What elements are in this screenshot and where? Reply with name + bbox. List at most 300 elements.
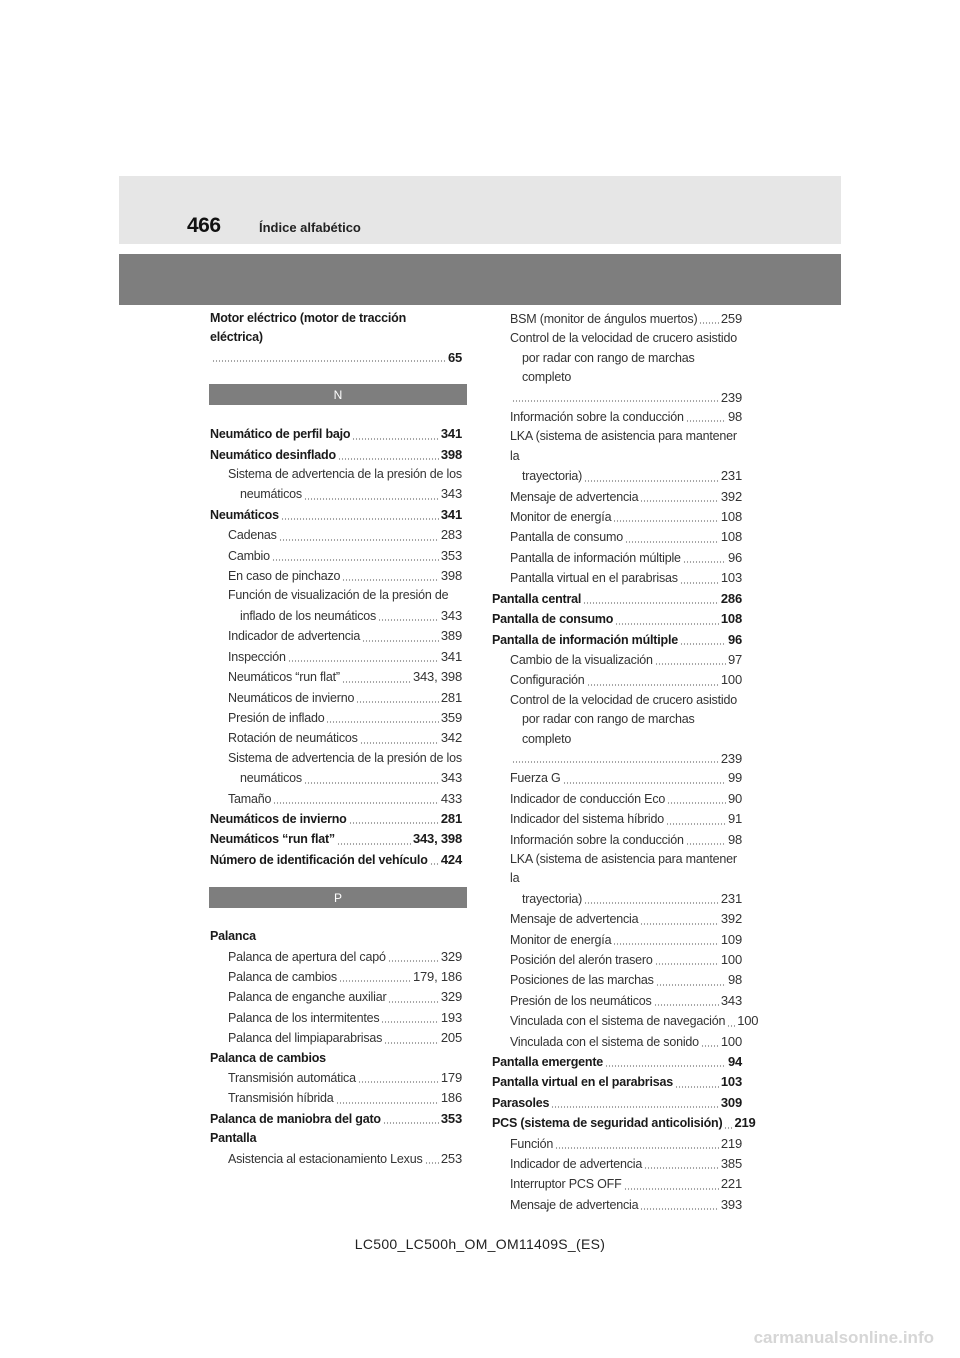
- leader-dots: [512, 761, 719, 763]
- leader-dots: [425, 1162, 439, 1164]
- index-entry: [492, 589, 742, 609]
- entry-text: Mensaje de advertencia: [510, 912, 639, 927]
- page-ref: 433: [440, 790, 462, 806]
- entry-line: [228, 967, 462, 987]
- index-entry: [210, 647, 462, 667]
- index-entry: [210, 967, 462, 987]
- page-ref: 341: [440, 426, 462, 442]
- page-ref: 353: [440, 1110, 462, 1126]
- entry-line: [510, 487, 742, 507]
- entry-text: Interruptor PCS OFF: [510, 1177, 622, 1192]
- index-entry: [492, 691, 742, 769]
- index-column-right: [492, 309, 759, 1215]
- leader-dots: [337, 843, 411, 845]
- index-entry: [210, 546, 462, 566]
- index-entry: [210, 505, 462, 525]
- index-entry: [492, 1195, 742, 1215]
- entry-text: Control de la velocidad de crucero asistido: [510, 692, 737, 707]
- entry-text: Función de visualización de la presión de: [228, 588, 449, 603]
- page-ref: 239: [720, 750, 742, 766]
- entry-text: Transmisión automática: [228, 1071, 356, 1085]
- index-entry: [492, 650, 742, 670]
- leader-dots: [675, 1086, 719, 1088]
- index-entry: [210, 708, 462, 728]
- entry-continuation: trayectoria): [522, 469, 583, 484]
- leader-dots: [563, 782, 726, 784]
- leader-dots: [342, 681, 411, 683]
- page-ref: 231: [720, 890, 742, 906]
- entry-text: Cambio: [228, 548, 270, 563]
- index-entry: [492, 768, 742, 788]
- leader-dots: [699, 322, 718, 324]
- entry-line: [510, 1032, 742, 1052]
- entry-line: [492, 589, 742, 609]
- entry-line: [510, 568, 742, 588]
- entry-line: [228, 626, 462, 646]
- entry-text: BSM (monitor de ángulos muertos): [510, 312, 698, 326]
- leader-dots: [304, 498, 439, 500]
- entry-text: Pantalla de información múltiple: [492, 632, 678, 647]
- leader-dots: [360, 742, 439, 744]
- index-entry: [492, 991, 742, 1011]
- leader-dots: [430, 863, 439, 865]
- page-ref: 219: [734, 1115, 756, 1131]
- leader-dots: [640, 1208, 719, 1210]
- index-entry: [210, 1068, 462, 1088]
- leader-dots: [583, 602, 719, 604]
- entry-line: [510, 1011, 759, 1031]
- entry-line: [228, 1068, 462, 1088]
- entry-line: [228, 525, 462, 545]
- leader-dots: [212, 360, 446, 362]
- leader-dots: [584, 902, 719, 904]
- entry-text: Neumáticos de invierno: [210, 811, 347, 826]
- index-entry: [210, 1129, 462, 1148]
- entry-text: Neumáticos de invierno: [228, 690, 355, 705]
- leader-dots: [655, 663, 726, 665]
- entry-text: Palanca de cambios: [228, 969, 337, 984]
- entry-line: [210, 1049, 462, 1068]
- entry-line: [510, 507, 742, 527]
- page-ref: 392: [720, 488, 742, 504]
- index-entry: [492, 407, 742, 427]
- page-ref: 98: [727, 409, 742, 425]
- page-ref: 343: [440, 770, 462, 786]
- entry-text: Palanca de maniobra del gato: [210, 1111, 381, 1126]
- index-entry: [210, 728, 462, 748]
- leader-dots: [281, 518, 439, 520]
- index-entry: [210, 829, 462, 849]
- entry-text: Función: [510, 1136, 554, 1151]
- page-ref: 309: [720, 1094, 742, 1110]
- entry-continuation: por radar con rango de marchas completo: [522, 350, 695, 385]
- page-ref: 108: [720, 509, 742, 525]
- index-entry: [492, 1154, 742, 1174]
- leader-dots: [666, 823, 726, 825]
- entry-line: [228, 1008, 462, 1028]
- page-ref: 96: [727, 631, 742, 647]
- letter-heading-n: N: [209, 384, 467, 405]
- entry-line: [510, 991, 742, 1011]
- entry-text: Transmisión híbrida: [228, 1091, 334, 1106]
- entry-text: Cadenas: [228, 528, 277, 543]
- leader-dots: [378, 619, 439, 621]
- leader-dots: [640, 500, 719, 502]
- header-dark-band: [119, 254, 841, 305]
- index-entry: [492, 850, 742, 909]
- entry-line: [492, 1093, 742, 1113]
- index-entry: [210, 1049, 462, 1068]
- entry-line: [510, 909, 742, 929]
- page-ref: 398: [440, 568, 462, 584]
- leader-dots: [338, 458, 439, 460]
- entry-text: Parasoles: [492, 1095, 550, 1110]
- leader-dots: [356, 701, 439, 703]
- index-entry: [210, 927, 462, 946]
- page-ref: 100: [720, 672, 742, 688]
- entry-line: [510, 889, 742, 909]
- page-ref: 97: [727, 651, 742, 667]
- entry-line: [492, 1052, 742, 1072]
- entry-text: Neumáticos: [210, 507, 279, 522]
- index-entry: [210, 445, 462, 465]
- page-ref: 341: [440, 506, 462, 522]
- page-ref: 329: [440, 948, 462, 964]
- entry-text: Presión de inflado: [228, 710, 325, 725]
- entry-text: Monitor de energía: [510, 510, 612, 525]
- entry-text: Presión de los neumáticos: [510, 993, 652, 1008]
- entry-text: Sistema de advertencia de la presión de los: [228, 467, 462, 482]
- entry-line: [228, 708, 462, 728]
- index-entry: [492, 548, 742, 568]
- entry-continuation: neumáticos: [240, 771, 302, 786]
- leader-dots: [555, 1147, 719, 1149]
- entry-text: Indicador de advertencia: [228, 629, 361, 644]
- page-ref: 343, 398: [412, 831, 462, 847]
- entry-text: Neumáticos “run flat”: [228, 670, 340, 685]
- leader-dots: [613, 520, 719, 522]
- entry-line: [228, 768, 462, 788]
- page-ref: 281: [440, 810, 462, 826]
- leader-dots: [680, 582, 719, 584]
- entry-line: [210, 348, 462, 367]
- index-entry: [492, 789, 742, 809]
- leader-dots: [336, 1102, 439, 1104]
- entry-text: Control de la velocidad de crucero asistido: [510, 331, 737, 346]
- page-ref: 179: [440, 1070, 462, 1085]
- entry-line: [492, 1072, 742, 1092]
- entry-line: [510, 789, 742, 809]
- leader-dots: [551, 1106, 719, 1108]
- entry-line: [228, 987, 462, 1007]
- page-ref: 90: [727, 790, 742, 806]
- leader-dots: [358, 1081, 439, 1083]
- entry-text: Pantalla central: [492, 591, 582, 606]
- page-ref: 286: [720, 590, 742, 606]
- entry-text: Cambio de la visualización: [510, 652, 653, 667]
- leader-dots: [342, 579, 439, 581]
- index-entry: [210, 586, 462, 626]
- page-ref: 389: [440, 628, 462, 644]
- leader-dots: [683, 561, 726, 563]
- leader-dots: [381, 1021, 438, 1023]
- page-ref: 259: [720, 311, 742, 326]
- section-n: [210, 384, 462, 870]
- index-entry: [210, 626, 462, 646]
- entry-text: Sistema de advertencia de la presión de los: [228, 750, 462, 765]
- index-entry: [210, 1088, 462, 1108]
- entry-line: [510, 1134, 742, 1154]
- page-ref: 100: [737, 1013, 759, 1029]
- index-entry: [210, 850, 462, 870]
- entry-text: LKA (sistema de asistencia para mantener la: [510, 429, 737, 463]
- entry-line: [510, 548, 742, 568]
- page-ref: 221: [720, 1176, 742, 1192]
- leader-dots: [625, 541, 719, 543]
- entry-text: Configuración: [510, 673, 585, 688]
- entry-text: Pantalla virtual en el parabrisas: [510, 571, 678, 586]
- leader-dots: [724, 1127, 732, 1129]
- entry-text: Posición del alerón trasero: [510, 953, 653, 967]
- page-ref: 99: [727, 770, 742, 786]
- page-ref: 94: [727, 1054, 742, 1070]
- entry-line: [228, 728, 462, 748]
- leader-dots: [362, 640, 439, 642]
- entry-line: [210, 1109, 462, 1129]
- entry-text: Pantalla de información múltiple: [510, 550, 681, 565]
- index-entry: [492, 309, 742, 329]
- entry-text: Inspección: [228, 649, 286, 664]
- index-entry: [210, 688, 462, 708]
- index-entry: [492, 809, 742, 829]
- page-ref: 424: [440, 851, 462, 867]
- entry-line: [228, 566, 462, 586]
- header-band: [119, 176, 841, 244]
- index-entry: [492, 1093, 742, 1113]
- index-entry: [210, 749, 462, 789]
- entry-line: [492, 609, 742, 629]
- entry-line: [228, 688, 462, 708]
- leader-dots: [613, 943, 719, 945]
- page-ref: 98: [727, 972, 742, 988]
- page-ref: 179, 186: [412, 968, 462, 984]
- entry-line: [510, 1154, 742, 1174]
- leader-dots: [667, 802, 726, 804]
- entry-line: [210, 1129, 462, 1148]
- page-ref: 353: [440, 547, 462, 563]
- page-ref: 283: [440, 527, 462, 543]
- page-ref: 343: [720, 992, 742, 1008]
- entry-line: [510, 970, 742, 990]
- section-p-entries: [210, 927, 462, 1169]
- page-ref: 103: [720, 570, 742, 586]
- leader-dots: [640, 923, 719, 925]
- entry-text: Tamaño: [228, 791, 272, 806]
- index-entry: [492, 527, 742, 547]
- page-ref: 186: [440, 1090, 462, 1106]
- page-ref: 96: [727, 549, 742, 565]
- entry-text: Palanca de cambios: [210, 1050, 326, 1065]
- page-ref: 108: [720, 529, 742, 545]
- entry-line: [510, 768, 742, 788]
- index-entry: [210, 667, 462, 687]
- index-entry: [492, 1174, 742, 1194]
- entry-text: Pantalla de consumo: [492, 612, 614, 627]
- entry-text: Vinculada con el sistema de sonido: [510, 1034, 699, 1049]
- leader-dots: [349, 822, 439, 824]
- leader-dots: [680, 643, 726, 645]
- entry-line: [492, 630, 742, 650]
- entry-text: Indicador del sistema híbrido: [510, 812, 665, 827]
- entry-text: Palanca de los intermitentes: [228, 1010, 380, 1025]
- section-p: [210, 887, 462, 1169]
- page-ref: 253: [440, 1150, 462, 1166]
- index-entry: [492, 1134, 742, 1154]
- index-entry: [210, 525, 462, 545]
- entry-line: [510, 670, 742, 690]
- entry-line: [210, 505, 462, 525]
- entry-line: [228, 647, 462, 667]
- index-entry: [210, 789, 462, 809]
- entry-text: En caso de pinchazo: [228, 569, 341, 584]
- entry-text: Rotación de neumáticos: [228, 731, 358, 746]
- page-ref: 231: [720, 468, 742, 484]
- leader-dots: [615, 623, 719, 625]
- leader-dots: [304, 782, 439, 784]
- entry-line: [510, 1195, 742, 1215]
- entry-line: [228, 947, 462, 967]
- letter-heading-p: P: [209, 887, 467, 908]
- page-ref: 239: [720, 389, 742, 405]
- page-ref: 342: [440, 730, 462, 746]
- leader-dots: [512, 400, 719, 402]
- page-number: 466: [187, 214, 221, 237]
- entry-continuation: por radar con rango de marchas completo: [522, 712, 695, 746]
- leader-dots: [272, 559, 439, 561]
- entry-line: [228, 1028, 462, 1048]
- index-entry: [210, 424, 462, 444]
- right-entries: [492, 309, 759, 1215]
- entry-text: Indicador de advertencia: [510, 1157, 643, 1172]
- index-entry: [210, 987, 462, 1007]
- index-entry: [492, 930, 742, 950]
- index-entry: [492, 630, 742, 650]
- index-entry: [492, 950, 742, 970]
- leader-dots: [605, 1065, 726, 1067]
- entry-text: Indicador de conducción Eco: [510, 791, 666, 806]
- intro-entries: [210, 309, 462, 367]
- entry-text: Mensaje de advertencia: [510, 1197, 639, 1212]
- entry-line: [228, 546, 462, 566]
- index-entry: [210, 1028, 462, 1048]
- index-column-left: [210, 309, 462, 1169]
- entry-text: Información sobre la conducción: [510, 410, 684, 425]
- index-entry: [492, 909, 742, 929]
- entry-text: Palanca de enganche auxiliar: [228, 990, 387, 1005]
- entry-line: [228, 789, 462, 809]
- leader-dots: [624, 1188, 719, 1190]
- entry-line: [210, 927, 462, 946]
- page-ref: 343, 398: [412, 669, 462, 685]
- page-ref: 100: [720, 1033, 742, 1049]
- entry-line: [510, 809, 742, 829]
- page-ref: 393: [720, 1196, 742, 1212]
- page-ref: 398: [440, 446, 462, 462]
- leader-dots: [656, 984, 726, 986]
- entry-line: [510, 466, 742, 486]
- leader-dots: [388, 960, 439, 962]
- leader-dots: [384, 1042, 439, 1044]
- leader-dots: [273, 802, 439, 804]
- page-ref: 341: [440, 648, 462, 664]
- index-entry: [210, 309, 462, 367]
- entry-text: PCS (sistema de seguridad anticolisión): [492, 1116, 723, 1131]
- entry-line: [510, 407, 742, 427]
- index-entry: [210, 1008, 462, 1028]
- entry-text: Monitor de energía: [510, 932, 612, 947]
- entry-line: [210, 850, 462, 870]
- entry-line: [228, 1088, 462, 1108]
- entry-text: Pantalla emergente: [492, 1055, 604, 1070]
- leader-dots: [352, 438, 439, 440]
- entry-line: [210, 809, 462, 829]
- page-ref: 329: [440, 989, 462, 1005]
- page-ref: 219: [720, 1135, 742, 1151]
- page-ref: 281: [440, 689, 462, 705]
- leader-dots: [587, 684, 719, 686]
- leader-dots: [584, 480, 719, 482]
- page-ref: 91: [727, 811, 742, 827]
- entry-line: [228, 1149, 462, 1169]
- entry-line: [228, 484, 462, 504]
- index-entry: [210, 1109, 462, 1129]
- index-entry: [492, 1113, 756, 1133]
- index-entry: [492, 670, 742, 690]
- page-ref: 392: [720, 911, 742, 927]
- page-ref: 109: [720, 931, 742, 947]
- entry-text: Número de identificación del vehículo: [210, 852, 428, 867]
- index-entry: [492, 568, 742, 588]
- entry-line: [510, 1174, 742, 1194]
- page-ref: 343: [440, 607, 462, 623]
- entry-text: Posiciones de las marchas: [510, 973, 654, 988]
- index-entry: [492, 830, 742, 850]
- entry-continuation: neumáticos: [240, 487, 302, 502]
- entry-text: Motor eléctrico (motor de tracción eléctrica): [210, 311, 407, 345]
- entry-line: [228, 667, 462, 687]
- watermark: carmanualsonline.info: [753, 1328, 934, 1347]
- entry-text: Neumáticos “run flat”: [210, 832, 335, 847]
- leader-dots: [686, 420, 726, 422]
- entry-text: LKA (sistema de asistencia para mantener la: [510, 851, 737, 886]
- entry-line: [210, 424, 462, 444]
- page-ref: 100: [720, 952, 742, 967]
- entry-text: Neumático desinflado: [210, 447, 336, 462]
- entry-continuation: inflado de los neumáticos: [240, 608, 377, 623]
- page-ref: 359: [440, 709, 462, 725]
- entry-line: [510, 830, 742, 850]
- entry-text: Palanca de apertura del capó: [228, 949, 386, 964]
- index-entry: [492, 1011, 759, 1031]
- entry-line: [510, 309, 742, 329]
- leader-dots: [326, 721, 438, 723]
- index-entry: [210, 566, 462, 586]
- page-ref: 65: [447, 349, 462, 365]
- entry-line: [228, 606, 462, 626]
- entry-text: Palanca: [210, 929, 256, 944]
- section-title: Índice alfabético: [259, 220, 361, 235]
- entry-text: Información sobre la conducción: [510, 832, 684, 847]
